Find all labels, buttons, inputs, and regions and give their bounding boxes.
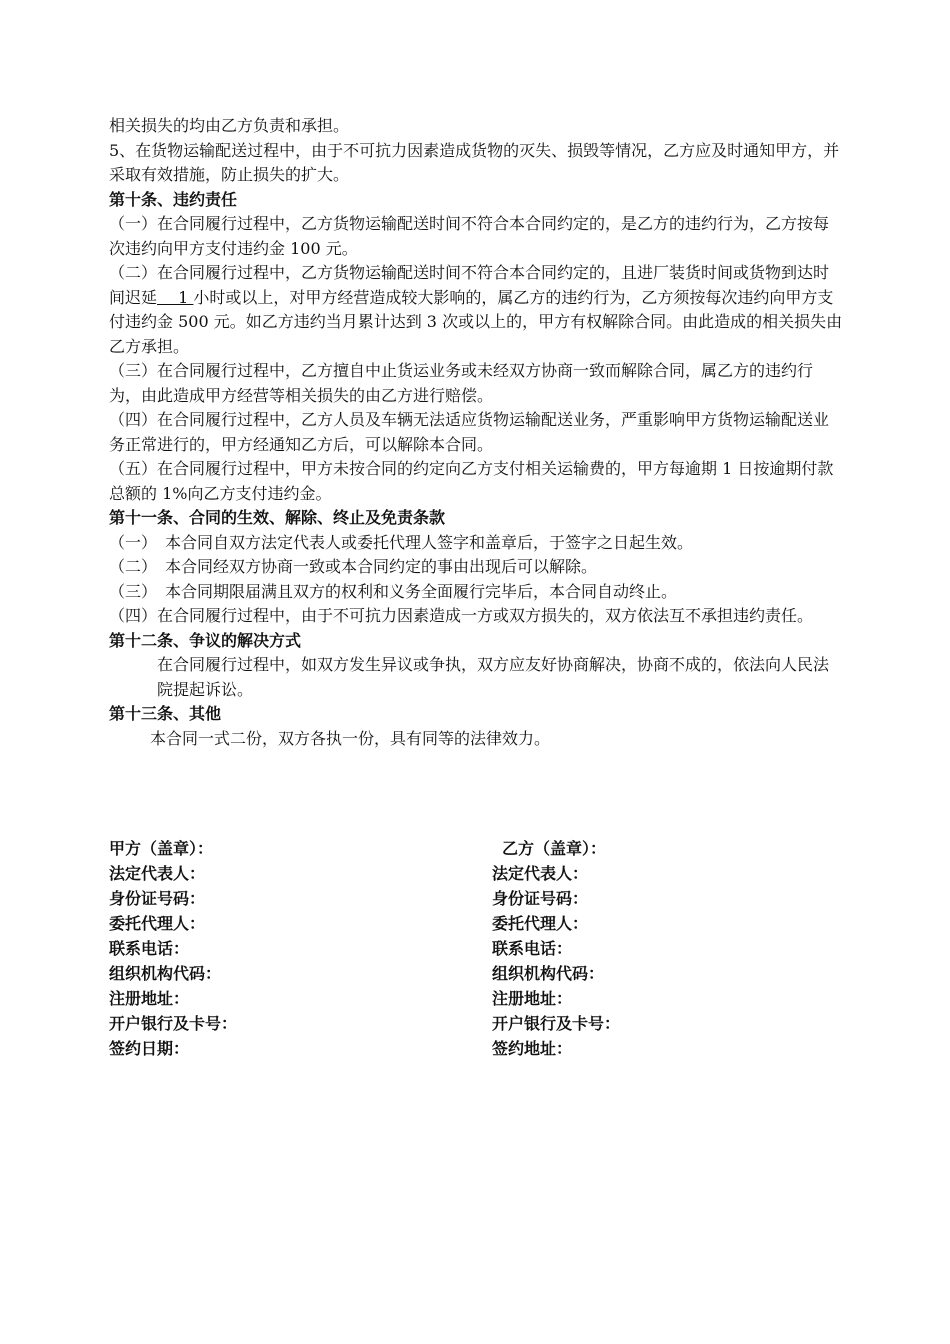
- party-a-phone-label: 联系电话：: [109, 939, 190, 958]
- party-b-agent-label: 委托代理人：: [492, 914, 589, 933]
- party-a-org-code-label: 组织机构代码：: [109, 964, 222, 983]
- heading-article-12: 第十二条、争议的解决方式: [109, 630, 302, 650]
- clause-10-2-pre: （二）在合同履行过程中，乙方货物运输配送时间不符合本合同约定的，且进厂装货时间或货物到达时间迟延: [109, 263, 830, 307]
- party-b-bank-label: 开户银行及卡号：: [492, 1014, 621, 1033]
- paragraph-loss-responsibility: 相关损失的均由乙方负责和承担。: [109, 116, 350, 135]
- party-b-id-number-label: 身份证号码：: [492, 889, 589, 908]
- clause-12-dispute: 在合同履行过程中，如双方发生异议或争执，双方应友好协商解决，协商不成的，依法向人民法院提起诉讼。: [157, 655, 830, 699]
- clause-11-3: （三） 本合同期限届满且双方的权利和义务全面履行完毕后，本合同自动终止。: [109, 581, 678, 601]
- party-b-seal-label: 乙方（盖章）：: [502, 839, 607, 858]
- clause-11-2: （二） 本合同经双方协商一致或本合同约定的事由出现后可以解除。: [109, 557, 598, 576]
- party-a-id-number-label: 身份证号码：: [109, 889, 206, 908]
- delay-hours-blank: 1: [157, 287, 194, 307]
- clause-13-copies: 本合同一式二份，双方各执一份，具有同等的法律效力。: [150, 728, 551, 748]
- party-a-legal-rep-label: 法定代表人：: [109, 864, 206, 883]
- clause-10-5: （五）在合同履行过程中，甲方未按合同的约定向乙方支付相关运输费的，甲方每逾期 1 日按逾期付款总额的 1%向乙方支付违约金。: [109, 459, 834, 503]
- party-b-legal-rep-label: 法定代表人：: [492, 864, 589, 883]
- clause-10-2: [109, 261, 844, 359]
- clause-10-4: （四）在合同履行过程中，乙方人员及车辆无法适应货物运输配送业务，严重影响甲方货物运输配送业务正常进行的，甲方经通知乙方后，可以解除本合同。: [109, 410, 830, 454]
- party-a-address-label: 注册地址：: [109, 989, 190, 1008]
- party-a-signature-column: [109, 836, 237, 1061]
- clause-10-3: （三）在合同履行过程中，乙方擅自中止货运业务或未经双方协商一致而解除合同，属乙方的违约行为，由此造成甲方经营等相关损失的由乙方进行赔偿。: [109, 361, 814, 405]
- heading-article-10: 第十条、违约责任: [109, 189, 238, 209]
- party-a-bank-label: 开户银行及卡号：: [109, 1014, 238, 1033]
- clause-10-2-post: 小时或以上，对甲方经营造成较大影响的，属乙方的违约行为，乙方须按每次违约向甲方支付违约金 500 元。如乙方违约当月累计达到 3 次或以上的，甲方有权解除合同。由此造成的相关损失由乙方承担。: [109, 287, 843, 356]
- party-b-address-label: 注册地址：: [492, 989, 573, 1008]
- clause-11-4: （四）在合同履行过程中，由于不可抗力因素造成一方或双方损失的，双方依法互不承担违约责任。: [109, 606, 814, 625]
- party-a-sign-date-label: 签约日期：: [109, 1039, 190, 1058]
- paragraph-force-majeure-notice: 5、在货物运输配送过程中，由于不可抗力因素造成货物的灭失、损毁等情况，乙方应及时通知甲方，并采取有效措施，防止损失的扩大。: [109, 140, 840, 184]
- clause-11-1: （一） 本合同自双方法定代表人或委托代理人签字和盖章后，于签字之日起生效。: [109, 532, 694, 552]
- clause-10-1: （一）在合同履行过程中，乙方货物运输配送时间不符合本合同约定的，是乙方的违约行为，乙方按每次违约向甲方支付违约金 100 元。: [109, 214, 830, 258]
- party-a-agent-label: 委托代理人：: [109, 914, 206, 933]
- contract-body: [109, 114, 844, 751]
- party-b-signature-column: [492, 836, 620, 1061]
- heading-article-11: 第十一条、合同的生效、解除、终止及免责条款: [109, 508, 446, 527]
- party-b-org-code-label: 组织机构代码：: [492, 964, 605, 983]
- party-a-seal-label: 甲方（盖章）：: [109, 839, 214, 858]
- party-b-phone-label: 联系电话：: [492, 939, 573, 958]
- party-b-sign-place-label: 签约地址：: [492, 1039, 573, 1058]
- heading-article-13: 第十三条、其他: [109, 704, 222, 723]
